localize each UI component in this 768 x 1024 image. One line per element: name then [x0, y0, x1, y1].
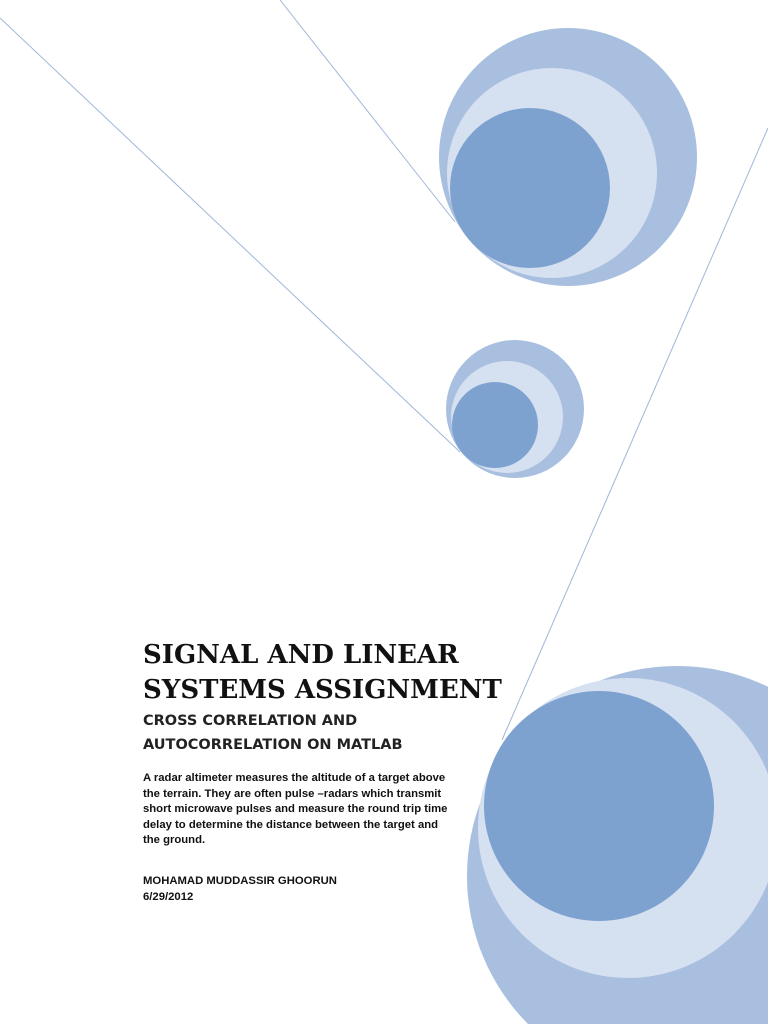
- abstract-line-3: short microwave pulses and measure the round trip time: [143, 803, 448, 815]
- abstract-line-5: the ground.: [143, 834, 206, 846]
- circle-middle-inner: [452, 382, 538, 468]
- abstract-line-1: A radar altimeter measures the altitude of a target above: [143, 772, 446, 784]
- document-subtitle-line-2: AUTOCORRELATION ON MATLAB: [143, 737, 403, 753]
- document-title-line-1: SIGNAL AND LINEAR: [143, 640, 459, 670]
- document-title: [143, 638, 503, 708]
- circle-top-inner: [450, 108, 610, 268]
- author-name: MOHAMAD MUDDASSIR GHOORUN: [143, 875, 337, 887]
- document-date: 6/29/2012: [143, 891, 194, 903]
- decorative-line-left: [0, 18, 460, 452]
- circle-group-middle: [446, 340, 584, 478]
- document-title-line-2: SYSTEMS ASSIGNMENT: [143, 675, 502, 705]
- circle-bottom-inner: [484, 691, 714, 921]
- document-abstract: [143, 771, 468, 849]
- document-subtitle-line-1: CROSS CORRELATION AND: [143, 713, 358, 729]
- abstract-line-4: delay to determine the distance between the target and: [143, 818, 439, 831]
- decorative-line-top: [280, 0, 455, 222]
- abstract-line-2: the terrain. They are often pulse –radars which transmit: [143, 787, 442, 800]
- document-subtitle: [143, 709, 483, 757]
- circle-group-top: [439, 28, 697, 286]
- circle-group-bottom: [467, 666, 768, 1024]
